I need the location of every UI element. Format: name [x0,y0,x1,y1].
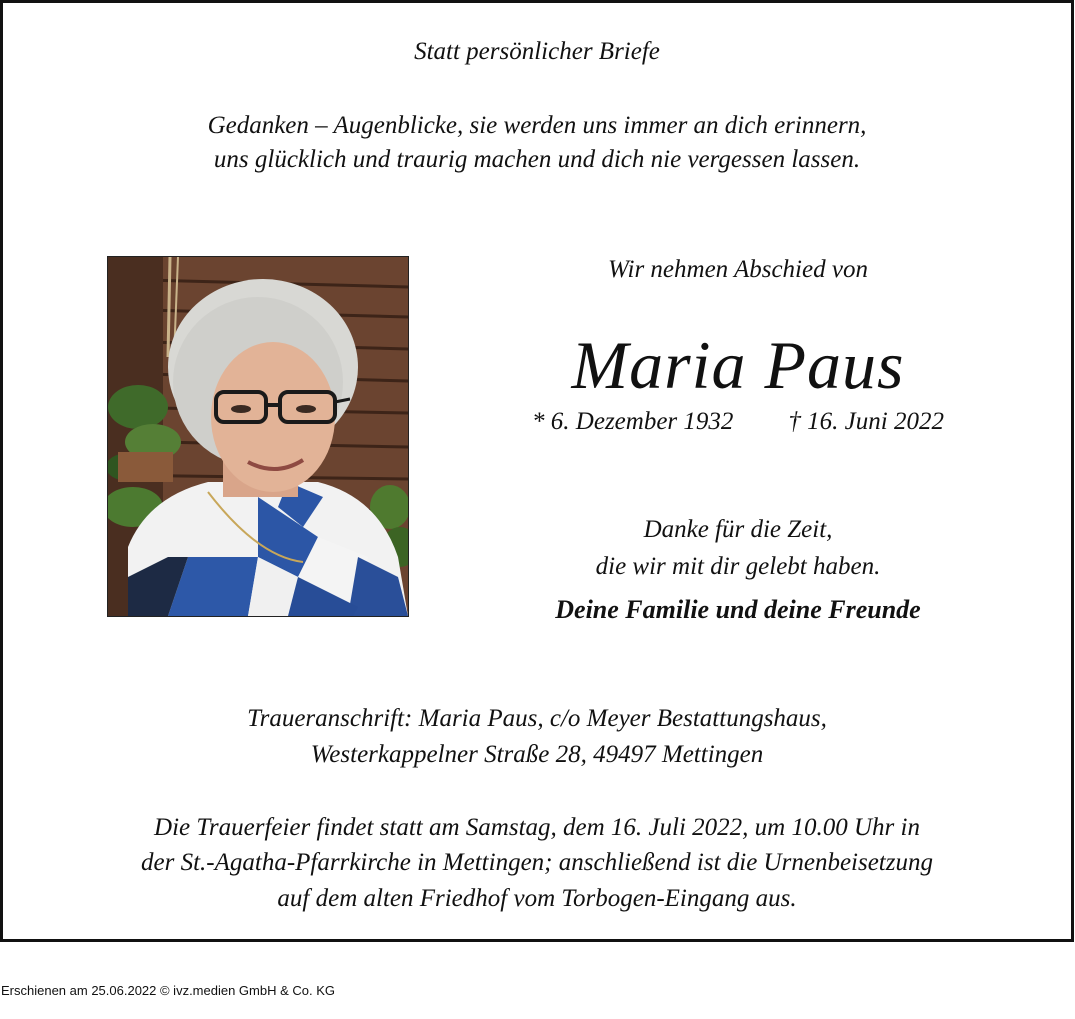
life-dates [433,405,1043,439]
address-line-2: Westerkappelner Straße 28, 49497 Mettingen [310,741,764,768]
thanks-line-2: die wir mit dir gelebt haben. [595,553,881,580]
deceased-name: Maria Paus [571,327,905,403]
portrait-photo [107,256,409,617]
publication-footer: Erschienen am 25.06.2022 © ivz.medien GmbH & Co. KG [1,983,336,998]
intro-line: Statt persönlicher Briefe [414,38,660,65]
service-line-1: Die Trauerfeier findet statt am Samstag, dem 16. Juli 2022, um 10.00 Uhr in [154,814,920,841]
birth-date: * 6. Dezember 1932 [532,408,734,435]
thanks-line-1: Danke für die Zeit, [643,516,833,543]
family-signature: Deine Familie und deine Freunde [555,595,921,624]
farewell-line: Wir nehmen Abschied von [608,256,868,283]
quote-line-1: Gedanken – Augenblicke, sie werden uns immer an dich erinnern, [207,112,867,139]
quote-line-2: uns glücklich und traurig machen und dich nie vergessen lassen. [213,146,861,173]
service-line-2: der St.-Agatha-Pfarrkirche in Mettingen; anschließend ist die Urnenbeisetzung [141,849,933,876]
service-line-3: auf dem alten Friedhof vom Torbogen-Eingang aus. [277,885,797,912]
address-line-1: Traueranschrift: Maria Paus, c/o Meyer Bestattungshaus, [247,705,827,732]
death-date: † 16. Juni 2022 [788,408,944,435]
